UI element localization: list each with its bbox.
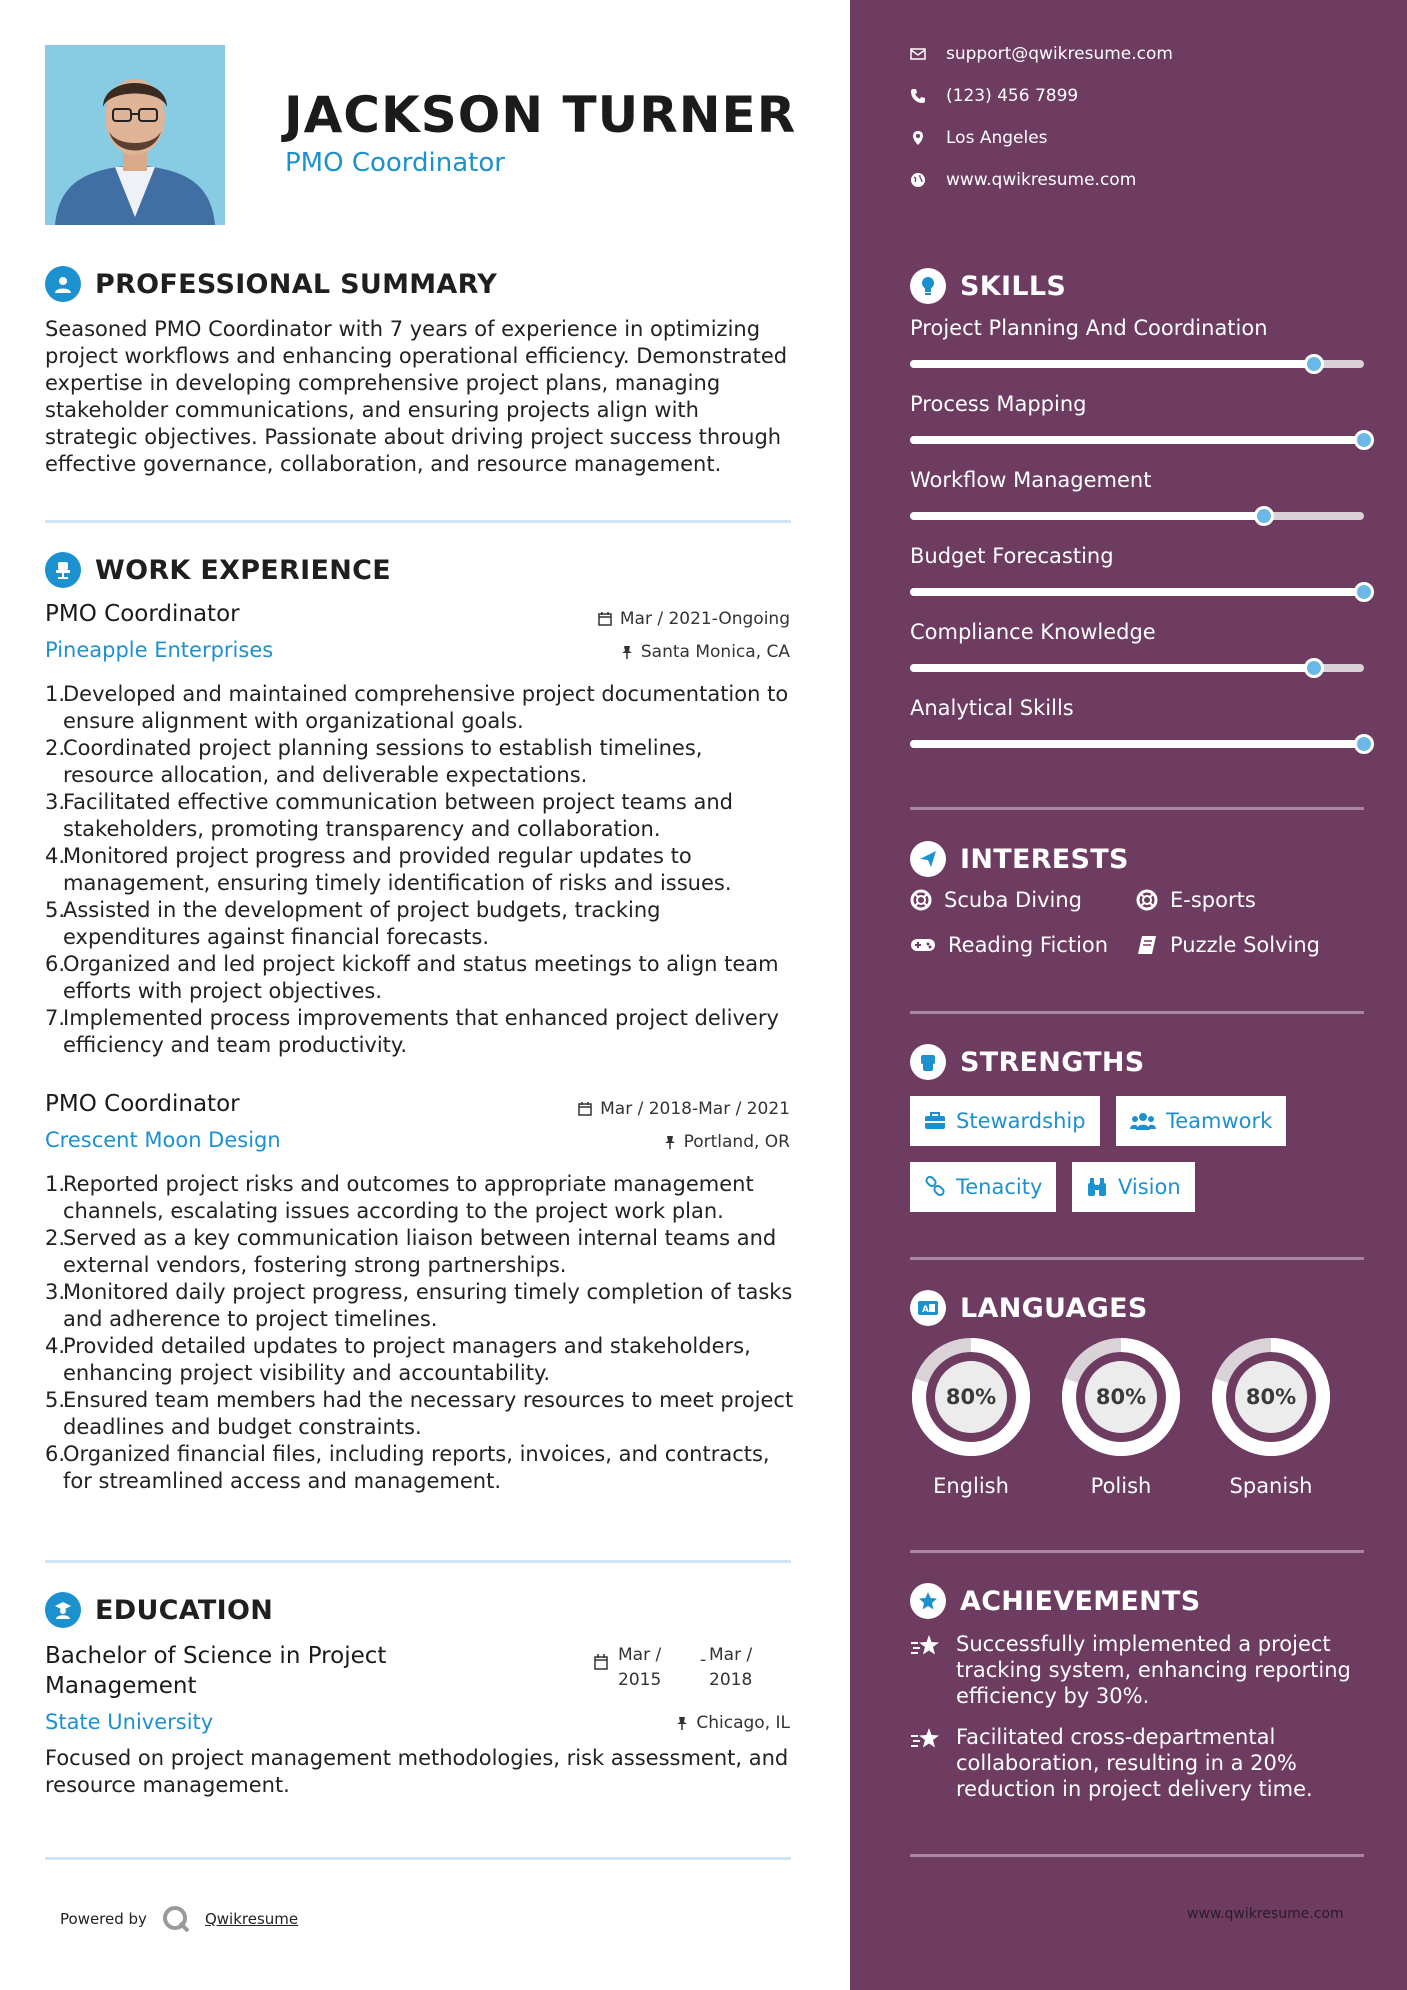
calendar-icon [578,1102,592,1116]
job-location [664,1132,790,1152]
location-text: Los Angeles [946,128,1048,148]
list-item: 1. Reported project risks and outcomes to appropriate management channels, escalating issues according to the project work plan. [45,1172,754,1223]
skill-bar-fill [910,512,1264,520]
degree-name: Bachelor of Science in Project Management [45,1643,387,1699]
pin-icon [621,645,633,659]
divider [45,520,791,523]
candidate-role: PMO Coordinator [285,148,505,178]
language-item [1060,1336,1182,1498]
job-dates-text: Mar / 2021-Ongoing [619,609,790,629]
fist-icon [910,1044,946,1080]
education-start: Mar / 2015 [618,1645,662,1690]
calendar-icon [594,1654,608,1674]
achievement-item: Successfully implemented a project tracking system, enhancing reporting efficiency by 30%. [910,1631,1364,1709]
skills-section-header [910,268,1066,304]
skill-bar [910,740,1364,748]
skill-bar [910,436,1364,444]
education-location-text: Chicago, IL [696,1713,790,1733]
pin-icon [664,1135,676,1149]
list-item: 6. Organized financial files, including reports, invoices, and contracts, for streamlined access and management. [45,1442,770,1493]
language-label: Spanish [1229,1474,1313,1498]
skills-title: SKILLS [960,270,1067,302]
link-icon [924,1176,946,1198]
divider [910,1011,1364,1014]
education-end: Mar / 2018 [709,1645,753,1690]
language-label: English [933,1474,1009,1498]
language-percent: 80% [1095,1385,1147,1409]
list-item: 5. Assisted in the development of project budgets, tracking expenditures against financial forecasts. [45,898,661,949]
job-title: PMO Coordinator [45,601,240,627]
list-item: 6. Organized and led project kickoff and status meetings to align team efforts with project objectives. [45,952,779,1003]
flying-star-icon [910,1726,942,1752]
summary-section-header [45,266,497,302]
list-item: 7. Implemented process improvements that enhanced project delivery efficiency and team productivity. [45,1006,779,1057]
list-item: 3. Facilitated effective communication between project teams and stakeholders, promoting transparency and collaboration. [45,790,734,841]
paper-plane-icon [910,841,946,877]
user-icon [45,266,81,302]
skill-label: Budget Forecasting [910,544,1114,568]
list-item: 4. Provided detailed updates to project managers and stakeholders, enhancing project visibility and accountability. [45,1334,751,1385]
achievements-section-header [910,1583,1201,1619]
skill-bar [910,360,1364,368]
profile-photo [45,45,225,225]
star-badge-icon [910,1583,946,1619]
gamepad-icon [910,936,936,954]
lifebuoy-icon [910,889,932,911]
phone-text: (123) 456 7899 [946,86,1079,106]
language-ring [910,1336,1032,1458]
education-location [676,1713,790,1733]
experience-section-header [45,552,391,588]
list-item: 4. Monitored project progress and provided regular updates to management, ensuring timely identification of risks and issues. [45,844,732,895]
skill-level-knob [1304,354,1324,374]
envelope-icon [910,46,926,62]
pin-icon [676,1716,688,1730]
brand-link[interactable]: Qwikresume [204,1910,299,1928]
interest-item: Puzzle Solving [1136,933,1320,957]
strengths-title: STRENGTHS [960,1046,1145,1078]
skill-bar [910,588,1364,596]
map-marker-icon [910,130,926,146]
skill-bar [910,664,1364,672]
lifebuoy-icon [1136,889,1158,911]
footer-site[interactable]: www.qwikresume.com [1187,1906,1344,1922]
phone-icon [910,88,926,104]
strength-tag: Tenacity [910,1162,1056,1212]
contact-email[interactable] [910,44,1173,64]
skill-level-knob [1254,506,1274,526]
language-item [1210,1336,1332,1498]
chair-icon [45,552,81,588]
divider [45,1560,791,1563]
briefcase-icon [924,1112,946,1130]
skill-level-knob [1354,734,1374,754]
strength-tag: Vision [1072,1162,1195,1212]
contact-location [910,128,1048,148]
language-percent: 80% [1245,1385,1297,1409]
divider [910,1854,1364,1857]
strength-tag: Stewardship [910,1096,1100,1146]
translate-icon [910,1290,946,1326]
languages-section-header [910,1290,1148,1326]
date-separator: - [700,1650,707,1670]
language-ring [1210,1336,1332,1458]
interest-item: Reading Fiction [910,933,1108,957]
education-section-header [45,1592,273,1628]
job-title: PMO Coordinator [45,1091,240,1117]
language-label: Polish [1090,1474,1152,1498]
divider [910,1550,1364,1553]
skill-level-knob [1354,430,1374,450]
job-location-text: Santa Monica, CA [640,642,790,662]
calendar-icon [598,612,612,626]
candidate-name: JACKSON TURNER [284,86,797,144]
list-item: 3. Monitored daily project progress, ensuring timely completion of tasks and adherence to project timelines. [45,1280,793,1331]
list-item: 2. Coordinated project planning sessions to establish timelines, resource allocation, and deliverable expectations. [45,736,703,787]
experience-title: WORK EXPERIENCE [95,554,391,586]
job-location [621,642,790,662]
summary-text: Seasoned PMO Coordinator with 7 years of experience in optimizing project workflows and enhancing operational efficiency. Demonstrated expertise in developing comprehensive project plans, managing stakeholder communications, and ensuring projects align with strategic objectives. Passionate about driving project success through effective governance, collaboration, and resource management. [45,317,788,476]
binoculars-icon [1086,1177,1108,1197]
languages-title: LANGUAGES [960,1292,1148,1324]
flying-star-icon [910,1633,942,1659]
skill-label: Project Planning And Coordination [910,316,1268,340]
list-item: 1. Developed and maintained comprehensive project documentation to ensure alignment with organizational goals. [45,682,789,733]
divider [910,807,1364,810]
skill-bar-fill [910,740,1364,748]
language-percent: 80% [945,1385,997,1409]
language-ring [1060,1336,1182,1458]
summary-title: PROFESSIONAL SUMMARY [95,268,498,300]
job-dates [578,1099,790,1119]
graduate-icon [45,1592,81,1628]
company-name: Pineapple Enterprises [45,638,274,662]
skill-bar-fill [910,436,1364,444]
school-name: State University [45,1710,214,1734]
job-bullets [45,681,795,1059]
job-bullets [45,1171,795,1495]
education-title: EDUCATION [95,1594,274,1626]
job-dates-text: Mar / 2018-Mar / 2021 [600,1099,790,1119]
interests-title: INTERESTS [960,843,1129,875]
divider [45,1857,791,1860]
skill-label: Analytical Skills [910,696,1074,720]
achievements-title: ACHIEVEMENTS [960,1585,1201,1617]
skill-bar-fill [910,664,1314,672]
divider [910,1257,1364,1260]
contact-phone[interactable] [910,86,1078,106]
contact-website[interactable] [910,170,1136,190]
interest-item: E-sports [1136,888,1256,912]
svg-text:A: A [922,1305,929,1315]
skill-label: Compliance Knowledge [910,620,1156,644]
language-item [910,1336,1032,1498]
skill-label: Process Mapping [910,392,1087,416]
skill-level-knob [1354,582,1374,602]
globe-icon [910,172,926,188]
education-description: Focused on project management methodologies, risk assessment, and resource management. [45,1746,789,1797]
strengths-section-header [910,1044,1145,1080]
skill-level-knob [1304,658,1324,678]
skill-bar-fill [910,360,1314,368]
interests-section-header [910,841,1129,877]
achievement-item: Facilitated cross-departmental collaboration, resulting in a 20% reduction in project delivery time. [910,1724,1364,1802]
lightbulb-icon [910,268,946,304]
website-text: www.qwikresume.com [946,170,1137,190]
company-name: Crescent Moon Design [45,1128,281,1152]
skill-label: Workflow Management [910,468,1152,492]
book-icon [1136,935,1158,955]
powered-by-label: Powered by [60,1910,147,1928]
skill-bar-fill [910,588,1364,596]
job-location-text: Portland, OR [683,1132,790,1152]
footer-powered-by [60,1904,298,1934]
users-icon [1130,1112,1156,1130]
skill-bar [910,512,1364,520]
list-item: 5. Ensured team members had the necessary resources to meet project deadlines and budget constraints. [45,1388,794,1439]
list-item: 2. Served as a key communication liaison between internal teams and external vendors, fostering strong partnerships. [45,1226,777,1277]
strength-tag: Teamwork [1116,1096,1286,1146]
qwikresume-logo-icon [161,1904,191,1934]
interest-item: Scuba Diving [910,888,1082,912]
job-dates [598,609,790,629]
email-text: support@qwikresume.com [946,44,1173,64]
